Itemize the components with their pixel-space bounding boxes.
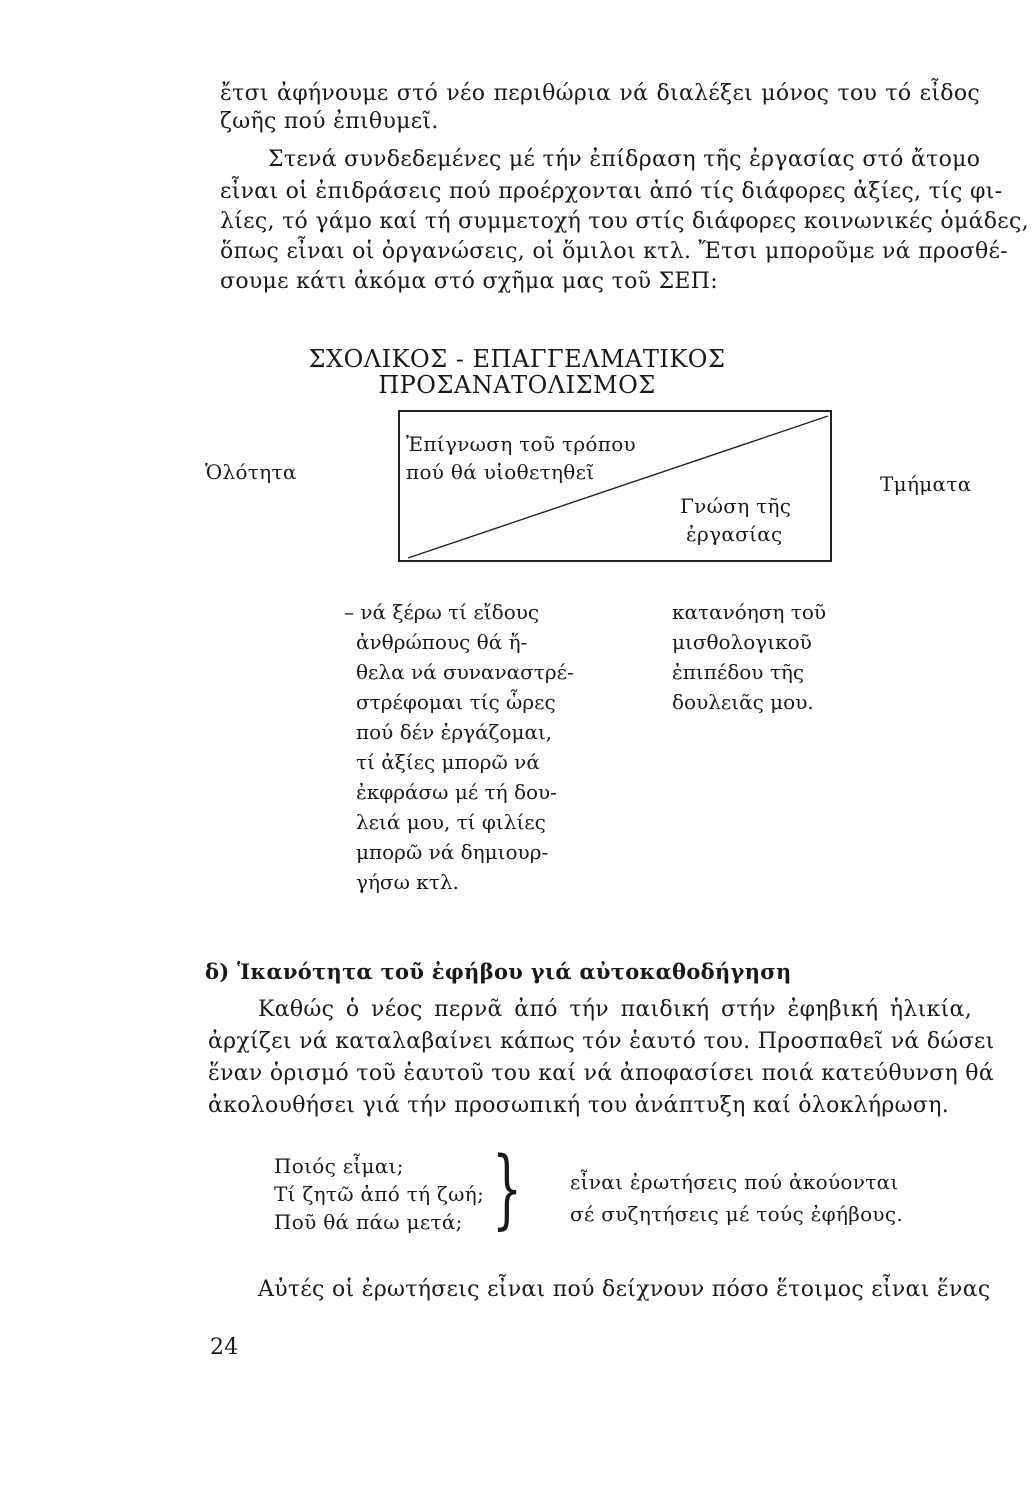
right-column-line-2: μισθολογικοῦ bbox=[672, 630, 812, 654]
left-column-line-2: ἀνθρώπους θά ἤ- bbox=[356, 630, 528, 654]
section-line-4: ἀκολουθήσει γιά τήν προσωπική του ἀνάπτυξη καί ὁλοκλήρωση. bbox=[208, 1093, 949, 1118]
left-column-line-1: – νά ξέρω τί εἴδους bbox=[344, 600, 540, 624]
intro-line-6: ὅπως εἶναι οἱ ὀργανώσεις, οἱ ὅμιλοι κτλ. Ἔτσι μποροῦμε νά προσθέ- bbox=[220, 239, 1008, 264]
box-top-left-line-2: πού θά υἱοθετηθεῖ bbox=[406, 460, 595, 484]
intro-line-1: ἔτσι ἀφήνουμε στό νέο περιθώρια νά διαλέξει μόνος του τό εἶδος bbox=[220, 81, 980, 106]
intro-line-4: εἶναι οἱ ἐπιδράσεις πού προέρχονται ἀπό τίς διάφορες ἀξίες, τίς φι- bbox=[220, 179, 1003, 204]
figure-box bbox=[398, 410, 832, 562]
left-column-line-10: γήσω κτλ. bbox=[356, 870, 459, 894]
intro-line-2: ζωῆς πού ἐπιθυμεῖ. bbox=[220, 109, 439, 134]
right-column-line-3: ἐπιπέδου τῆς bbox=[672, 660, 805, 684]
left-column-line-9: μπορῶ νά δημιουρ- bbox=[356, 840, 549, 864]
left-column-line-7: ἐκφράσω μέ τή δου- bbox=[356, 780, 557, 804]
closing-line: Αὐτές οἱ ἐρωτήσεις εἶναι πού δείχνουν πόσο ἕτοιμος εἶναι ἕνας bbox=[258, 1277, 991, 1302]
question-2: Τί ζητῶ ἀπό τή ζωή; bbox=[274, 1182, 485, 1206]
right-column-line-1: κατανόηση τοῦ bbox=[672, 600, 827, 624]
page-number: 24 bbox=[210, 1335, 239, 1360]
box-bottom-right-line-1: Γνώση τῆς bbox=[680, 494, 792, 518]
figure-title-line-2: ΠΡΟΣΑΝΑΤΟΛΙΣΜΟΣ bbox=[378, 371, 656, 399]
left-column-line-8: λειά μου, τί φιλίες bbox=[356, 810, 546, 834]
figure-right-column bbox=[672, 598, 902, 718]
box-top-left-line-1: Ἐπίγνωση τοῦ τρόπου bbox=[406, 432, 636, 456]
intro-line-7: σουμε κάτι ἀκόμα στό σχῆμα μας τοῦ ΣΕΠ: bbox=[220, 269, 718, 294]
answer-line-2: σέ συζητήσεις μέ τούς ἐφήβους. bbox=[570, 1202, 904, 1226]
question-3: Ποῦ θά πάω μετά; bbox=[274, 1210, 463, 1234]
section-line-3: ἕναν ὁρισμό τοῦ ἑαυτοῦ του καί νά ἀποφασίσει ποιά κατεύθυνση θά bbox=[208, 1061, 995, 1086]
figure-title-line-1: ΣΧΟΛΙΚΟΣ - ΕΠΑΓΓΕΛΜΑΤΙΚΟΣ bbox=[308, 345, 726, 373]
section-line-1: Καθώς ὁ νέος περνᾶ ἀπό τήν παιδική στήν ἐφηβική ἡλικία, bbox=[258, 997, 972, 1022]
question-1: Ποιός εἶμαι; bbox=[274, 1154, 404, 1178]
curly-brace: } bbox=[492, 1139, 523, 1239]
left-column-line-3: θελα νά συναναστρέ- bbox=[356, 660, 574, 684]
section-heading: δ) Ἱκανότητα τοῦ ἐφήβου γιά αὐτοκαθοδήγηση bbox=[205, 959, 792, 984]
figure-right-label: Τμήματα bbox=[880, 472, 972, 496]
box-bottom-right-line-2: ἐργασίας bbox=[686, 522, 783, 546]
answer-line-1: εἶναι ἐρωτήσεις πού ἀκούονται bbox=[570, 1170, 899, 1194]
intro-line-5: λίες, τό γάμο καί τή συμμετοχή του στίς διάφορες κοινωνικές ὁμάδες, bbox=[220, 209, 1029, 234]
figure-left-label: Ὁλότητα bbox=[205, 460, 297, 484]
intro-line-3: Στενά συνδεδεμένες μέ τήν ἐπίδραση τῆς ἐργασίας στό ἄτομο bbox=[268, 147, 981, 172]
right-column-line-4: δουλειᾶς μου. bbox=[672, 690, 814, 714]
left-column-line-4: στρέφομαι τίς ὧρες bbox=[356, 690, 556, 714]
left-column-line-6: τί ἀξίες μπορῶ νά bbox=[356, 750, 540, 774]
left-column-line-5: πού δέν ἐργάζομαι, bbox=[356, 720, 553, 744]
figure-left-column bbox=[344, 598, 594, 898]
section-line-2: ἀρχίζει νά καταλαβαίνει κάπως τόν ἑαυτό του. Προσπαθεῖ νά δώσει bbox=[208, 1029, 995, 1054]
